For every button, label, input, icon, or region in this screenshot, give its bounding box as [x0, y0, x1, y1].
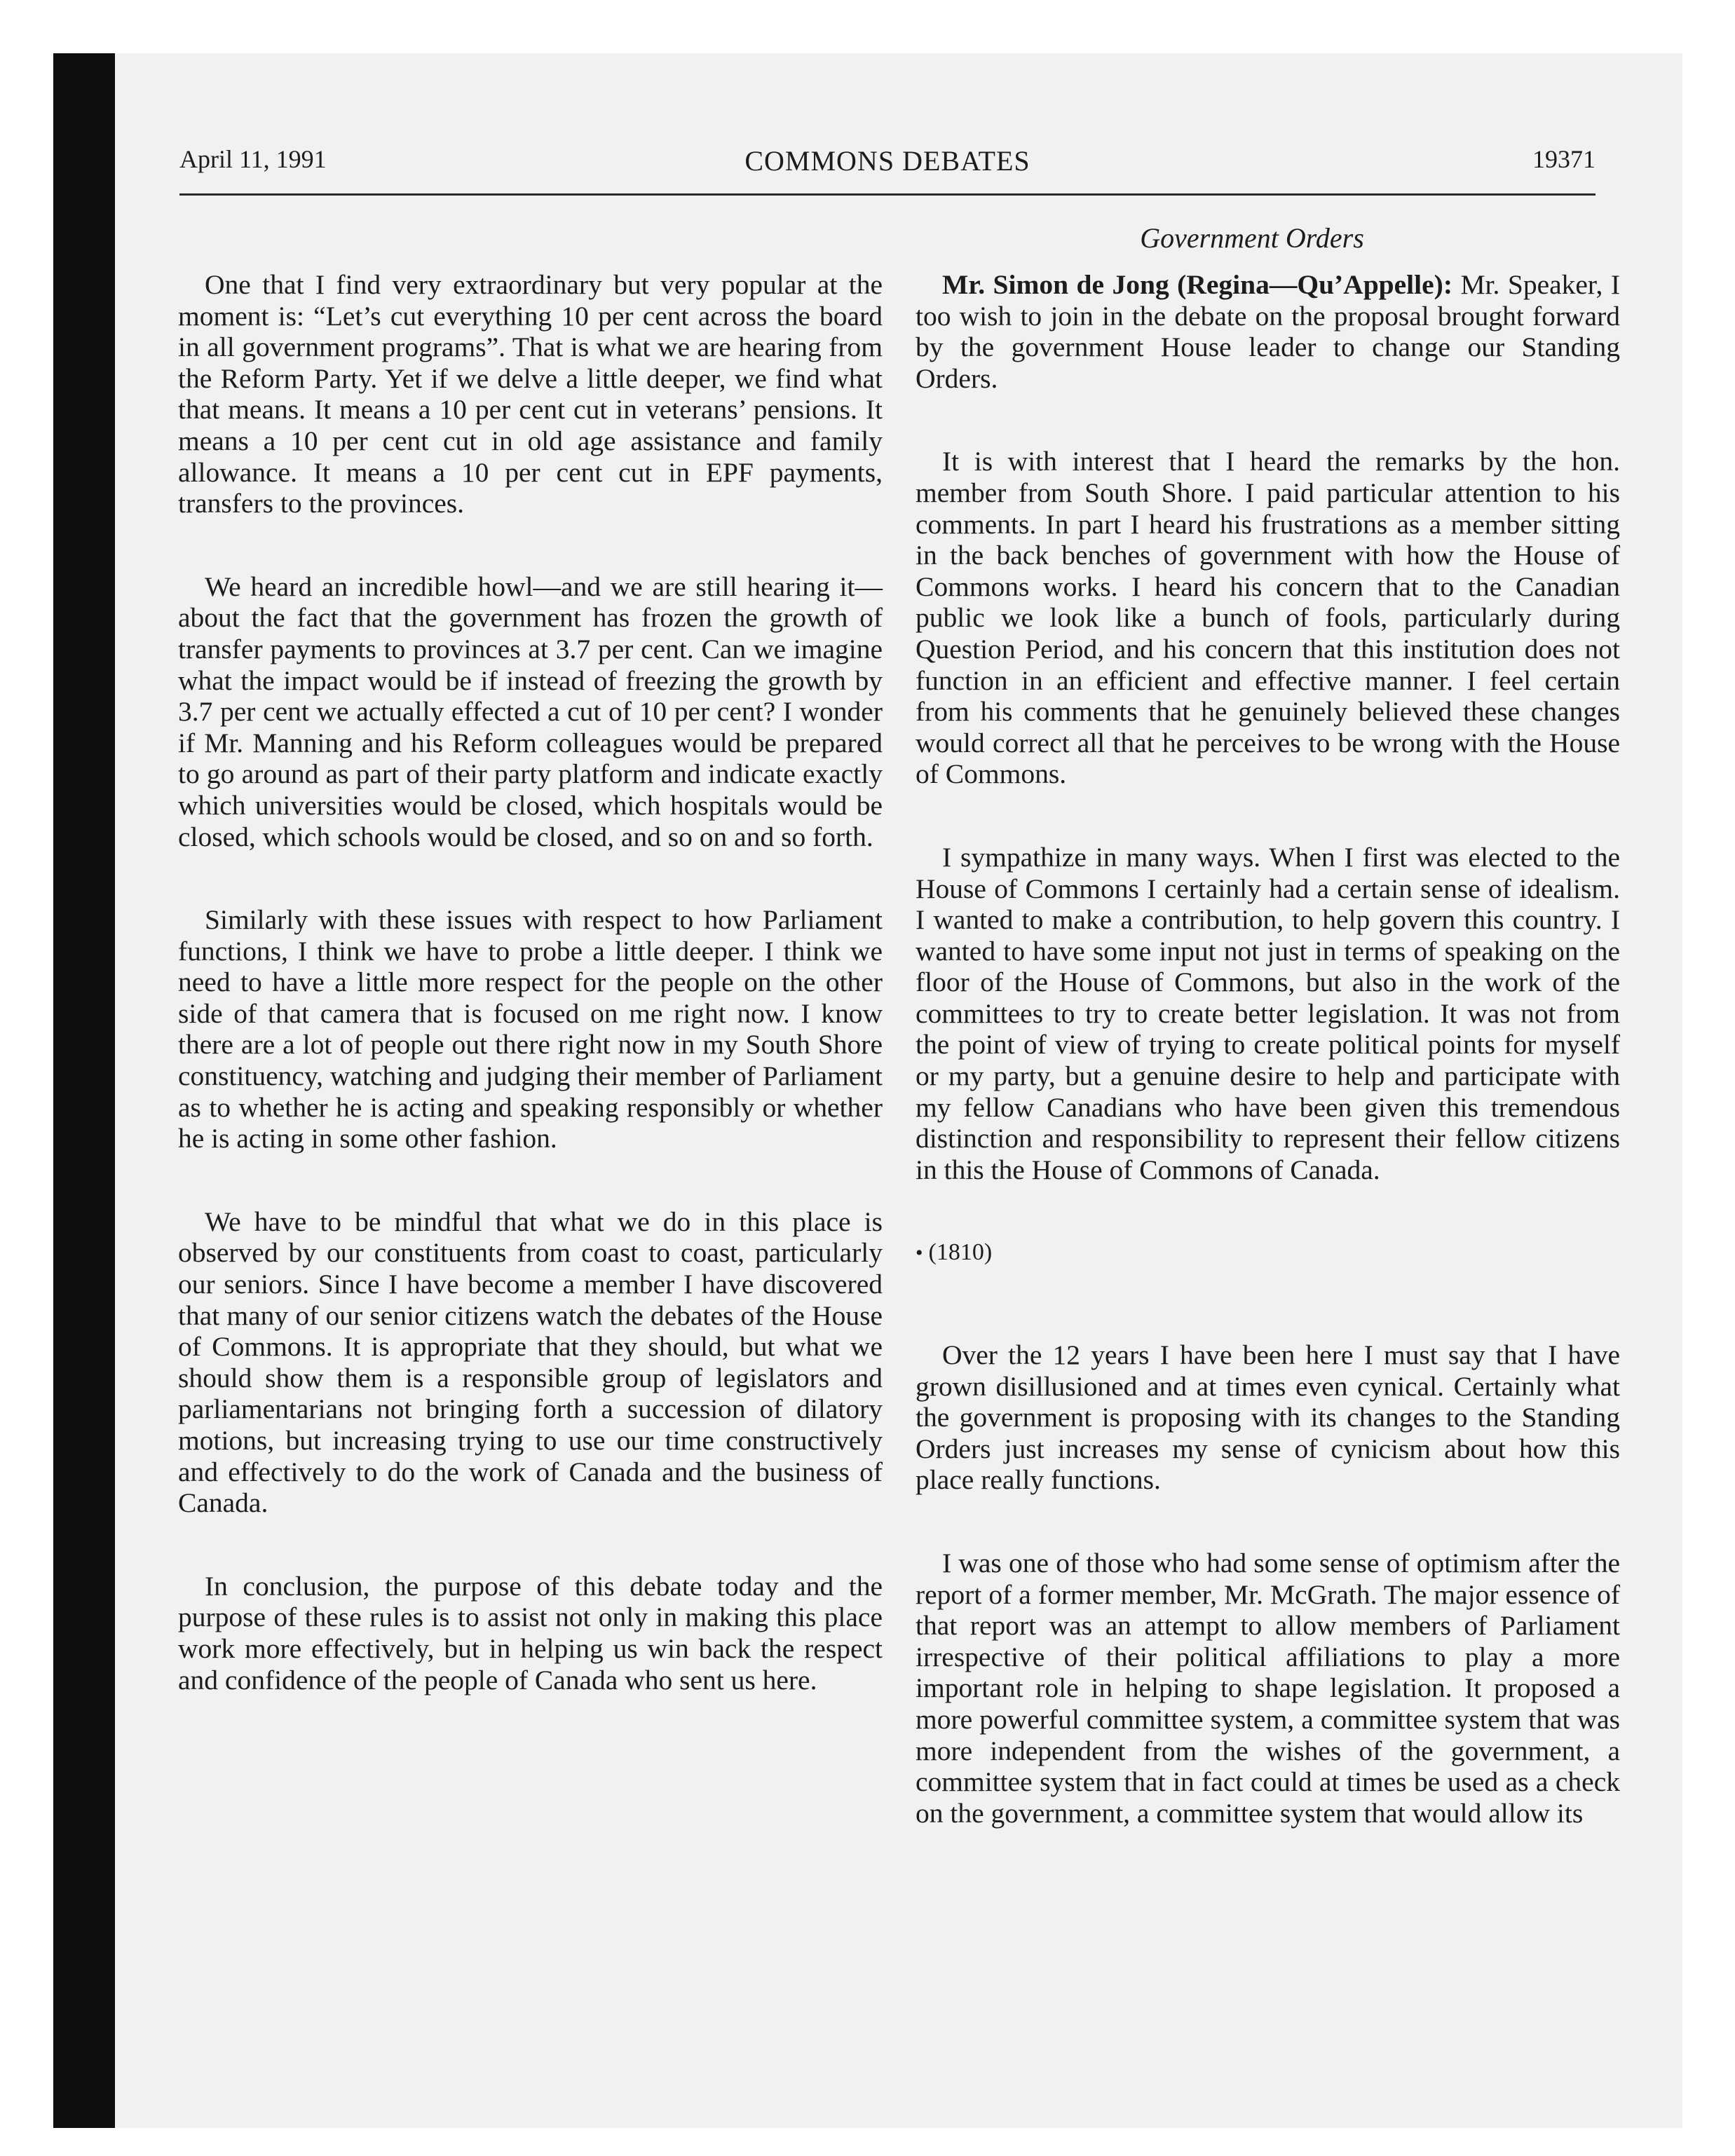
- paragraph: Over the 12 years I have been here I must say that I have grown disillusioned and at times even cynical. Certainly what the government is proposing with its changes to the Standing Orders just increases my sense of cynicism about how this place really functions.: [916, 1339, 1620, 1496]
- left-column: [178, 269, 883, 1747]
- header-date: April 11, 1991: [179, 145, 327, 173]
- paragraph: We have to be mindful that what we do in this place is observed by our constituents from coast to coast, particularly our seniors. Since I have become a member I have discovered that many of our senior citizens watch the debates of the House of Commons. It is appropriate that they should, but what we should show them is a responsible group of legislators and parliamentarians not bringing forth a succession of dilatory motions, but increasing trying to use our time constructively and effectively to do the work of Canada and the business of Canada.: [178, 1206, 883, 1519]
- paragraph: It is with interest that I heard the remarks by the hon. member from South Shore. I paid particular attention to his comments. In part I heard his frustrations as a member sitting in the back benches of government with how the House of Commons works. I heard his concern that to the Canadian public we look like a bunch of fools, particularly during Question Period, and his concern that this institution does not function in an efficient and effective manner. I feel certain from his comments that he genuinely believed these changes would correct all that he perceives to be wrong with the House of Commons.: [916, 446, 1620, 790]
- paragraph: We heard an incredible howl—and we are still hearing it—about the fact that the government has frozen the growth of transfer payments to provinces at 3.7 per cent. Can we imagine what the impact would be if instead of freezing the growth by 3.7 per cent we actually effected a cut of 10 per cent? I wonder if Mr. Manning and his Reform colleagues would be prepared to go around as part of their party platform and indicate exactly which universities would be closed, which hospitals would be closed, which schools would be closed, and so on and so forth.: [178, 571, 883, 852]
- time-stamp-text: (1810): [928, 1239, 993, 1266]
- publication-title: COMMONS DEBATES: [744, 145, 1030, 177]
- speech-opening: [916, 269, 1620, 394]
- right-column: [916, 269, 1620, 1881]
- paragraph: One that I find very extraordinary but very popular at the moment is: “Let’s cut everything 10 per cent across the board in all government programs”. That is what we are hearing from the Reform Party. Yet if we delve a little deeper, we find what that means. It means a 10 per cent cut in veterans’ pensions. It means a 10 per cent cut in old age assistance and family allowance. It means a 10 per cent cut in EPF payments, transfers to the provinces.: [178, 269, 883, 519]
- page-header: [179, 144, 1595, 196]
- speaker-name: Mr. Simon de Jong (Regina—Qu’Appelle):: [942, 269, 1452, 300]
- page-number: 19371: [1532, 145, 1595, 173]
- paragraph: I sympathize in many ways. When I first was elected to the House of Commons I certainly had a certain sense of idealism. I wanted to make a contribution, to help govern this country. I wanted to have some input not just in terms of speaking on the floor of the House of Commons, but also in the work of the committees to try to create better legislation. It was not from the point of view of trying to create political points for myself or my party, but a genuine desire to help and participate with my fellow Canadians who have been given this tremendous distinction and responsibility to represent their fellow citizens in this the House of Commons of Canada.: [916, 841, 1620, 1185]
- speech-text: Mr. Speaker, I too wish to join in the debate on the proposal brought forward by the government House leader to change our Standing Orders.: [916, 269, 1620, 394]
- paragraph: Similarly with these issues with respect to how Parliament functions, I think we have to probe a little deeper. I think we need to have a little more respect for the people on the other side of that camera that is focused on me right now. I know there are a lot of people out there right now in my South Shore constituency, watching and judging their member of Parliament as to whether he is acting and speaking responsibly or whether he is acting in some other fashion.: [178, 904, 883, 1154]
- section-title: Government Orders: [1140, 222, 1364, 254]
- paragraph: I was one of those who had some sense of optimism after the report of a former member, Mr. McGrath. The major essence of that report was an attempt to allow members of Parliament irrespective of their political affiliations to play a more important role in helping to shape legislation. It proposed a more powerful committee system, a committee system that was more independent from the wishes of the government, a committee system that in fact could at times be used as a check on the government, a committee system that would allow its: [916, 1548, 1620, 1829]
- scanned-page: [53, 53, 1682, 2128]
- binding-edge: [53, 53, 115, 2128]
- bullet-icon: •: [916, 1241, 923, 1265]
- paragraph: In conclusion, the purpose of this debate today and the purpose of these rules is to assist not only in making this place work more effectively, but in helping us win back the respect and confidence of the people of Canada who sent us here.: [178, 1570, 883, 1696]
- time-stamp: [916, 1237, 1620, 1269]
